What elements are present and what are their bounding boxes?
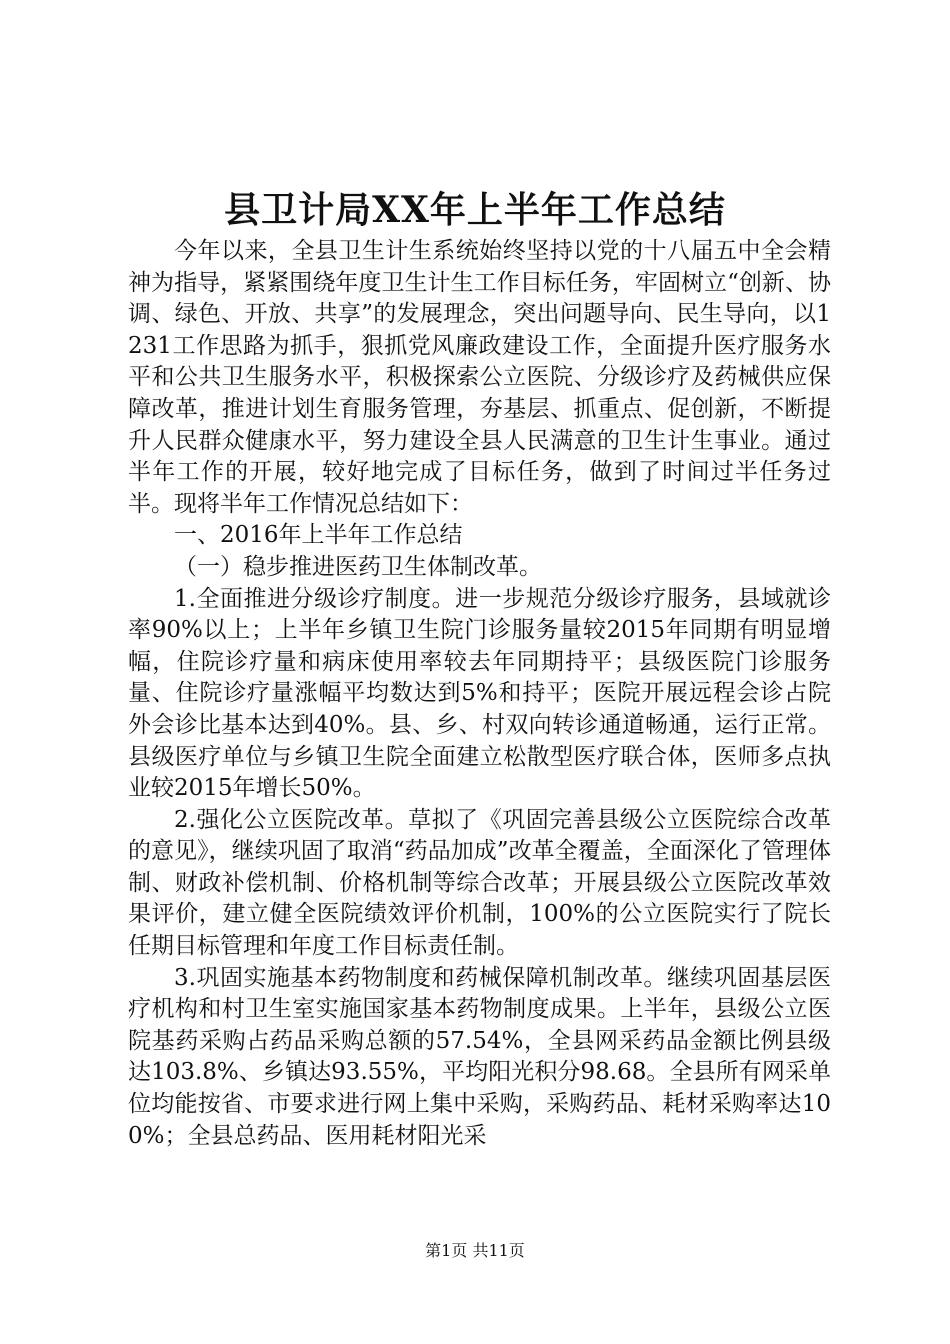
paragraph-item-1: 1.全面推进分级诊疗制度。进一步规范分级诊疗服务，县域就诊率90%以上；上半年乡镇卫生院门诊服务量较2015年同期有明显增幅，住院诊疗量和病床使用率较去年同期持平；县级医院门诊服务量、住院诊疗量涨幅平均数达到5%和持平；医院开展远程会诊占院外会诊比基本达到40%。县、乡、村双向转诊通道畅通，运行正常。县级医疗单位与乡镇卫生院全面建立松散型医疗联合体，医师多点执业较2015年增长50%。 [128, 585, 831, 802]
subsection-heading: （一）稳步推进医药卫生体制改革。 [174, 553, 542, 580]
document-body [128, 236, 831, 1152]
paragraph-item-2: 2.强化公立医院改革。草拟了《巩固完善县级公立医院综合改革的意见》，继续巩固了取消“药品加成”改革全覆盖，全面深化了管理体制、财政补偿机制、价格机制等综合改革；开展县级公立医院改革效果评价，建立健全医院绩效评价机制，100%的公立医院实行了院长任期目标管理和年度工作目标责任制。 [128, 806, 831, 960]
section-heading: 一、2016年上半年工作总结 [174, 522, 463, 549]
page-footer: 第1页 共11页 [425, 1241, 525, 1260]
paragraph-item-3: 3.巩固实施基本药物制度和药械保障机制改革。继续巩固基层医疗机构和村卫生室实施国家基本药物制度成果。上半年，县级公立医院基药采购占药品采购总额的57.54%，全县网采药品金额比例县级达103.8%、乡镇达93.55%，平均阳光积分98.68。全县所有网采单位均能按省、市要求进行网上集中采购，采购药品、耗材采购率达100%；全县总药品、医用耗材阳光采 [128, 964, 831, 1149]
paragraph-intro: 今年以来，全县卫生计生系统始终坚持以党的十八届五中全会精神为指导，紧紧围绕年度卫生计生工作目标任务，牢固树立“创新、协调、绿色、开放、共享”的发展理念，突出问题导向、民生导向，以1231工作思路为抓手，狠抓党风廉政建设工作，全面提升医疗服务水平和公共卫生服务水平，积极探索公立医院、分级诊疗及药械供应保障改革，推进计划生育服务管理，夯基层、抓重点、促创新，不断提升人民群众健康水平，努力建设全县人民满意的卫生计生事业。通过半年工作的开展，较好地完成了目标任务，做到了时间过半任务过半。现将半年工作情况总结如下： [128, 238, 831, 517]
document-title: 县卫计局XX年上半年工作总结 [224, 189, 726, 231]
